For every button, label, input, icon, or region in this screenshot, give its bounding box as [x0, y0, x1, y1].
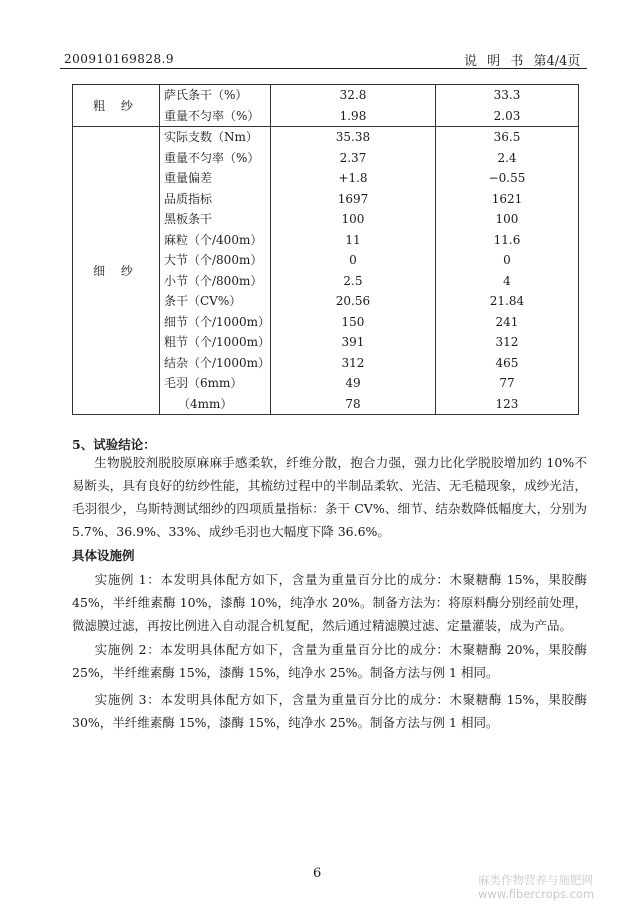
- group-row-fine-yarn: [73, 127, 579, 415]
- value-cell: 100: [341, 212, 365, 226]
- row-name: 实际支数（Nm）: [164, 130, 258, 144]
- value-column-1: [270, 127, 435, 415]
- row-name: 重量偏差: [164, 171, 213, 185]
- embodiments-heading: 具体设施例: [72, 548, 135, 563]
- doc-number: 200910169828.9: [64, 52, 175, 66]
- embodiment-text: 实施例 3：本发明具体配方如下，含量为重量百分比的成分：木聚糖酶 15%，果胶酶 30%，半纤维素酶 15%，漆酶 15%，纯净水 25%。制备方法与例 1 相同。: [72, 692, 587, 730]
- value-cell: 465: [495, 355, 519, 370]
- yarn-quality-table: [72, 84, 579, 415]
- value-cell: 2.37: [339, 150, 367, 165]
- value-cell: 20.56: [335, 294, 371, 308]
- value-cell: 0: [503, 253, 511, 267]
- name-column: [160, 85, 271, 127]
- row-name: （4mm）: [178, 396, 233, 411]
- row-name: 条干（CV%）: [164, 294, 242, 308]
- value-cell: 11.6: [493, 232, 521, 247]
- value-cell: 241: [495, 314, 519, 329]
- value-column-2: [435, 85, 578, 127]
- site-watermark: [478, 873, 594, 901]
- value-cell: 1621: [491, 191, 523, 206]
- conclusion-paragraph: [72, 451, 587, 543]
- watermark-title: 麻类作物营养与施肥网: [478, 873, 593, 887]
- page-info: 第4/4页: [533, 54, 581, 69]
- value-cell: 49: [345, 376, 361, 390]
- row-name: 毛羽（6mm）: [164, 376, 243, 390]
- row-name: 麻粒（个/400m）: [164, 232, 263, 247]
- value-cell: 4: [503, 273, 511, 288]
- row-name: 重量不匀率（%）: [164, 150, 260, 165]
- header-doc-type: [464, 50, 580, 69]
- value-cell: −0.55: [488, 171, 526, 185]
- row-name: 细节（个/1000m）: [164, 314, 270, 329]
- row-name: 结杂（个/1000m）: [164, 355, 270, 370]
- row-name: 品质指标: [164, 191, 213, 206]
- value-cell: 391: [341, 335, 365, 349]
- row-name: 小节（个/800m）: [164, 273, 263, 288]
- name-column: [160, 127, 271, 415]
- value-cell: 123: [495, 396, 519, 411]
- header-rule: [60, 68, 587, 69]
- value-cell: +1.8: [338, 171, 368, 185]
- value-cell: 312: [495, 335, 519, 349]
- value-cell: 0: [349, 253, 357, 267]
- value-cell: 78: [345, 396, 361, 411]
- embodiment-paragraph: [72, 688, 587, 734]
- row-name: 萨氏条干（%）: [164, 88, 248, 102]
- value-cell: 36.5: [493, 130, 521, 144]
- row-name: 黑板条干: [164, 212, 213, 226]
- value-cell: 21.84: [489, 294, 525, 308]
- row-name: 粗节（个/1000m）: [164, 335, 270, 349]
- value-cell: 77: [499, 376, 515, 390]
- value-cell: 11: [345, 232, 361, 247]
- embodiment-text: 实施例 1：本发明具体配方如下，含量为重量百分比的成分：木聚糖酶 15%，果胶酶 45%，半纤维素酶 10%，漆酶 10%，纯净水 20%。制备方法为：将原料酶分别经前处理，微滤膜过滤，再按比例进入自动混合机复配，然后通过精滤膜过滤、定量灌装，成为产品。: [72, 572, 587, 633]
- page-number: 6: [313, 866, 322, 881]
- value-cell: 2.4: [497, 150, 517, 165]
- row-name: 大节（个/800m）: [164, 253, 263, 267]
- value-cell: 312: [341, 355, 365, 370]
- value-cell: 1.98: [339, 108, 367, 123]
- embodiment-paragraph: [72, 568, 587, 637]
- doc-type-char: 明: [487, 54, 501, 69]
- group-row-roving: [73, 85, 579, 127]
- value-column-1: [270, 85, 435, 127]
- value-cell: 1697: [337, 191, 369, 206]
- value-column-2: [435, 127, 578, 415]
- conclusion-title: 5、试验结论：: [72, 437, 156, 452]
- doc-type-char: 书: [510, 54, 524, 69]
- value-cell: 32.8: [339, 88, 367, 102]
- embodiment-paragraph: [72, 638, 587, 684]
- value-cell: 2.5: [343, 273, 363, 288]
- group-label: 粗 纱: [73, 85, 160, 127]
- embodiment-text: 实施例 2：本发明具体配方如下，含量为重量百分比的成分：木聚糖酶 20%，果胶酶 25%，半纤维素酶 15%，漆酶 15%，纯净水 25%。制备方法与例 1 相同。: [72, 642, 587, 680]
- row-name: 重量不匀率（%）: [164, 108, 260, 123]
- value-cell: 33.3: [493, 88, 521, 102]
- group-label: 细 纱: [73, 127, 160, 415]
- conclusion-text: 生物脱胶剂脱胶原麻麻手感柔软，纤维分散，抱合力强，强力比化学脱胶增加约 10%不易断头，具有良好的纺纱性能，其梳纺过程中的半制品柔软、光洁、无毛糙现象，成纱光洁，毛羽很少，乌斯特测试细纱的四项质量指标：条干 CV%、细节、结杂数降低幅度大，分别为 5.7%、36.9%、33%、成纱毛羽也大幅度下降 36.6%。: [72, 455, 587, 539]
- doc-type-char: 说: [464, 54, 478, 69]
- value-cell: 100: [495, 212, 519, 226]
- value-cell: 2.03: [493, 108, 521, 123]
- watermark-url: www.fibercrops.com: [478, 887, 595, 901]
- value-cell: 150: [341, 314, 365, 329]
- value-cell: 35.38: [335, 130, 371, 144]
